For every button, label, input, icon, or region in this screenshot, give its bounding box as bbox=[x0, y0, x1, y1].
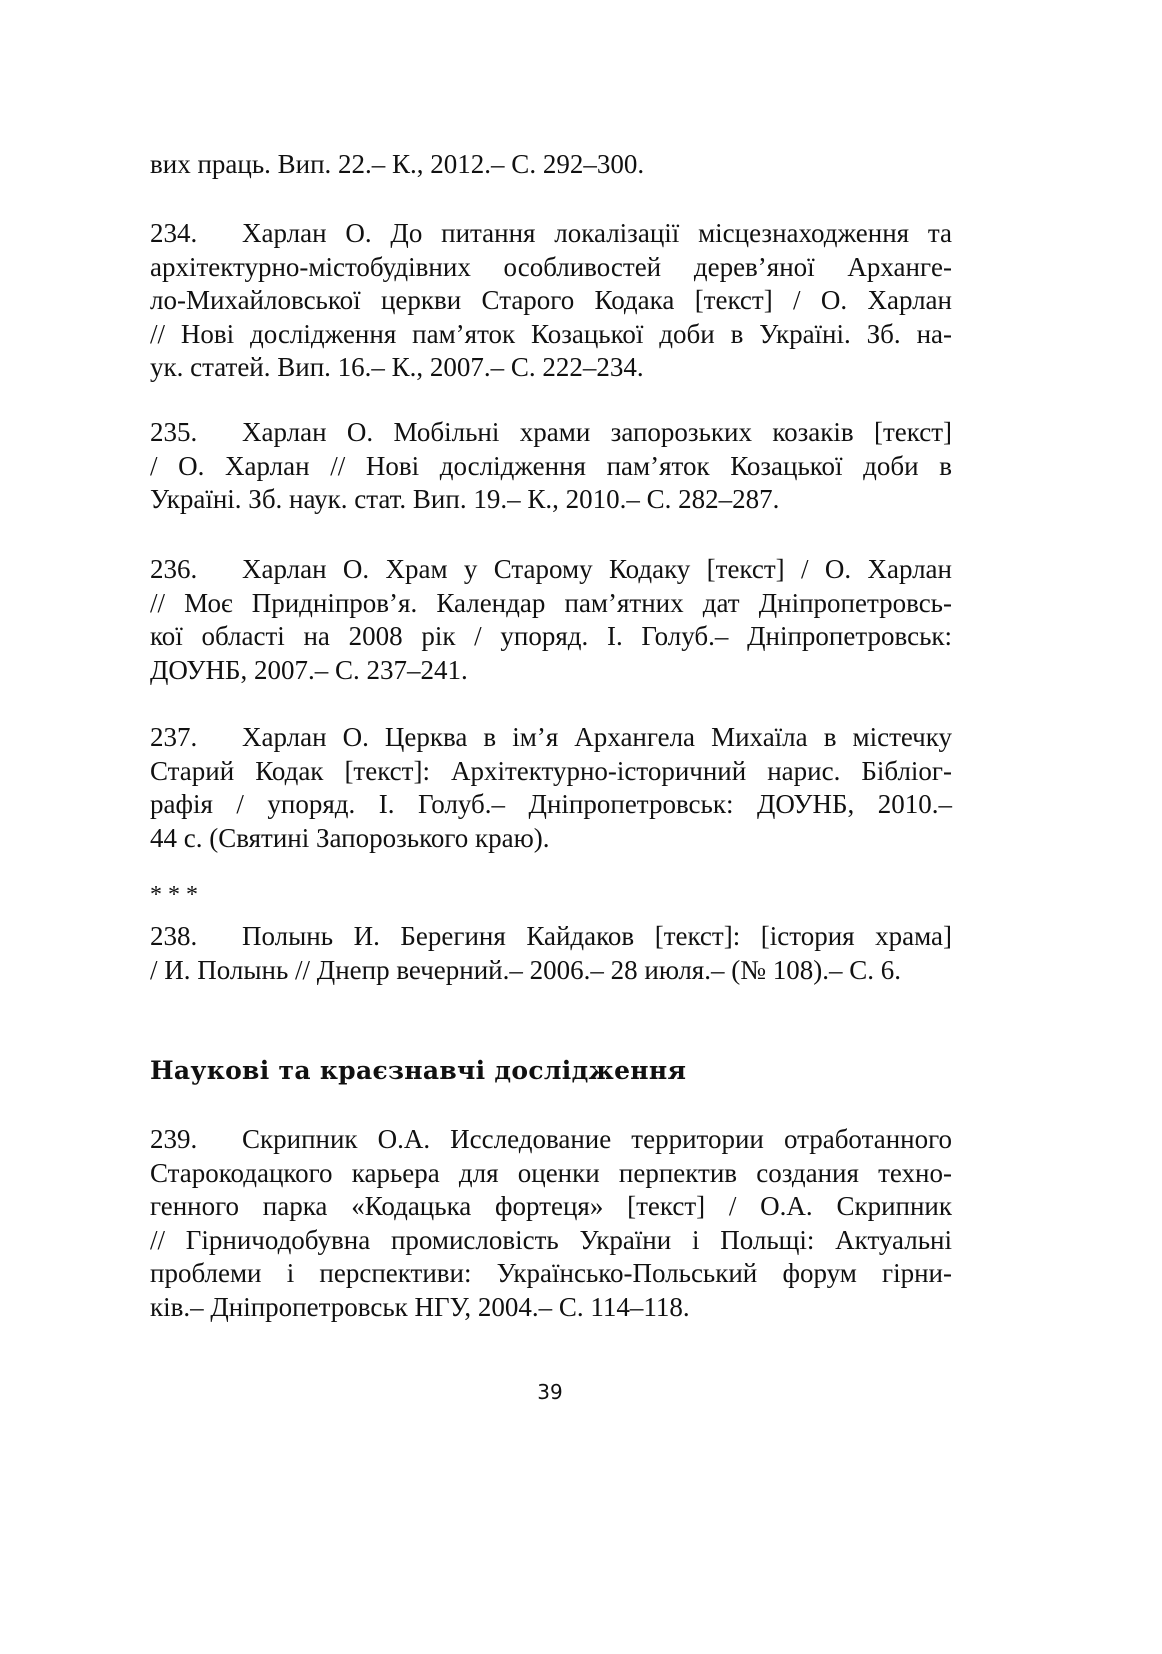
text-line: // Моє Придніпров’я. Календар пам’ятних дат Дніпропетровсь- bbox=[150, 587, 952, 618]
bibliography-entry bbox=[150, 553, 952, 687]
text-line: Харлан О. Церква в ім’я Архангела Михаїла в містечку bbox=[242, 722, 952, 752]
text-line: архітектурно-містобудівних особливостей дерев’яної Архангe- bbox=[150, 251, 952, 282]
bibliography-entry bbox=[150, 217, 952, 385]
bibliography-entry bbox=[150, 1123, 952, 1324]
text-line: / И. Полынь // Днепр вечерний.– 2006.– 28 июля.– (№ 108).– С. 6. bbox=[150, 954, 901, 985]
entry-number: 236. bbox=[150, 554, 198, 584]
text-line: Старий Кодак [текст]: Архітектурно-історичний нарис. Бібліог- bbox=[150, 755, 952, 786]
entry-number: 237. bbox=[150, 722, 198, 752]
bibliography-entry bbox=[150, 416, 952, 517]
text-line: Харлан О. Храм у Старому Кодаку [текст] / О. Харлан bbox=[242, 554, 952, 584]
text-line: // Гірничодобувна промисловість України і Польщі: Актуальні bbox=[150, 1224, 952, 1255]
text-line: Старокодацкого карьера для оценки перпектив создания техно- bbox=[150, 1157, 952, 1188]
text-line: кої області на 2008 рік / упоряд. І. Голуб.– Дніпропетровськ: bbox=[150, 621, 952, 651]
text-line: Харлан О. До питання локалізації місцезнаходження та bbox=[242, 218, 952, 248]
text-line: // Нові дослідження пам’яток Козацької доби в Україні. Зб. на- bbox=[150, 318, 952, 349]
page-number: 39 bbox=[537, 1380, 563, 1404]
text-line: ло-Михайловської церкви Старого Кодака [текст] / О. Харлан bbox=[150, 285, 952, 315]
text-line: Полынь И. Берегиня Кайдаков [текст]: [істория храма] bbox=[242, 921, 952, 951]
text-line: / О. Харлан // Нові дослідження пам’яток Козацької доби в bbox=[150, 450, 952, 481]
text-line: Скрипник О.А. Исследование территории отработанного bbox=[242, 1124, 952, 1154]
text-line: ДОУНБ, 2007.– С. 237–241. bbox=[150, 654, 468, 685]
text-line: генного парка «Кодацька фортеця» [текст] / О.А. Скрипник bbox=[150, 1191, 952, 1221]
bibliography-entry bbox=[150, 721, 952, 855]
bibliography-entry bbox=[150, 920, 952, 987]
entry-number: 235. bbox=[150, 417, 198, 447]
entry-number: 238. bbox=[150, 921, 198, 951]
text-line: ків.– Дніпропетровськ НГУ, 2004.– С. 114–118. bbox=[150, 1291, 690, 1322]
text-line: проблеми і перспективи: Українсько-Польський форум гірни- bbox=[150, 1258, 952, 1288]
text-line: вих праць. Вип. 22.– К., 2012.– С. 292–300. bbox=[150, 149, 645, 179]
text-line: Україні. Зб. наук. стат. Вип. 19.– К., 2010.– С. 282–287. bbox=[150, 484, 780, 514]
text-line: 44 с. (Святині Запорозького краю). bbox=[150, 822, 550, 853]
entry-number: 239. bbox=[150, 1124, 198, 1154]
section-heading: Наукові та краєзнавчі дослідження bbox=[150, 1056, 687, 1085]
text-line: Харлан О. Мобільні храми запорозьких козаків [текст] bbox=[242, 417, 952, 447]
entry-number: 234. bbox=[150, 218, 198, 248]
text-line: ук. статей. Вип. 16.– К., 2007.– С. 222–234. bbox=[150, 352, 644, 382]
continuation-text bbox=[150, 148, 952, 182]
text-line: рафія / упоряд. І. Голуб.– Дніпропетровськ: ДОУНБ, 2010.– bbox=[150, 789, 952, 819]
separator: * * * bbox=[150, 882, 198, 908]
